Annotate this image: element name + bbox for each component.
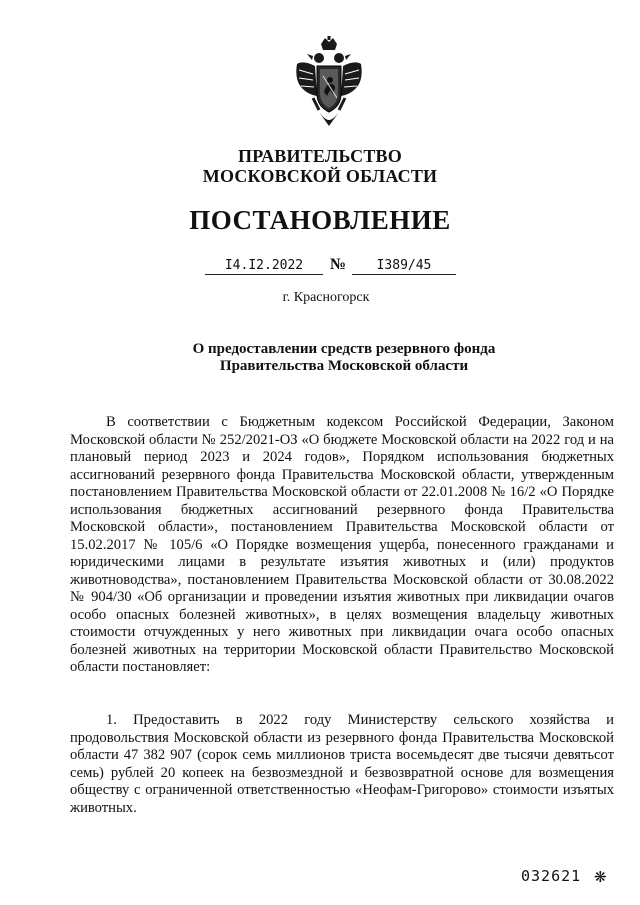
document-date: I4.I2.2022 bbox=[205, 258, 323, 275]
document-title-line2: Правительства Московской области bbox=[219, 358, 469, 374]
serial-number: 032621 bbox=[521, 867, 582, 885]
body-paragraph-1 bbox=[70, 414, 614, 677]
document-number: I389/45 bbox=[352, 258, 456, 275]
number-sign: № bbox=[330, 256, 347, 273]
body-paragraph-2 bbox=[70, 712, 614, 817]
paragraph-text: 1. Предоставить в 2022 году Министерству сельского хозяйства и продовольствия Московской области из резервного фонда Правительства Московской области 47 382 907 (сорок семь миллионов триста восемьдесят две тысячи девятьсот семь) рублей 20 копеек на безвозмездной и безвозвратной основе для возмещения обществу с ограниченной ответственностью «Неофам-Григорово» стоимости изъятых животных. bbox=[70, 712, 614, 816]
paragraph-text: В соответствии с Бюджетным кодексом Российской Федерации, Законом Московской области № 252/2021-ОЗ «О бюджете Московской области на 2022 год и на плановый период 2023 и 2024 годов», Порядком использования бюджетных ассигнований резервного фонда Правительства Московской области, утвержденным постановлением Правительства Московской области от 22.01.2008 № 16/2 «О Порядке использования бюджетных ассигнований резервного фонда Правительства Московской области», постановлением Правительства Московской области от 15.02.2017 № 105/6 «О Порядке возмещения ущерба, понесенного гражданами и юридическими лицами в результате изъятия животных и (или) продуктов животноводства», постановлением Правительства Московской области от 30.08.2022 № 904/30 «Об организации и проведении изъятия животных при ликвидации очагов особо опасных болезней животных», в целях возмещения владельцу животных стоимости отчужденных у него животных при ликвидации очага особо опасных болезней животных на территории Московской области Правительство Московской области постановляет: bbox=[70, 414, 614, 675]
coat-of-arms-icon bbox=[293, 36, 365, 130]
asterisk-mark-icon: ❋ bbox=[594, 870, 607, 886]
org-name-line2: МОСКОВСКОЙ ОБЛАСТИ bbox=[202, 166, 438, 186]
document-title-line1: О предоставлении средств резервного фонда bbox=[192, 341, 496, 357]
org-name-line1: ПРАВИТЕЛЬСТВО bbox=[238, 146, 402, 166]
document-type: ПОСТАНОВЛЕНИЕ bbox=[189, 205, 451, 235]
city: г. Красногорск bbox=[282, 290, 370, 305]
